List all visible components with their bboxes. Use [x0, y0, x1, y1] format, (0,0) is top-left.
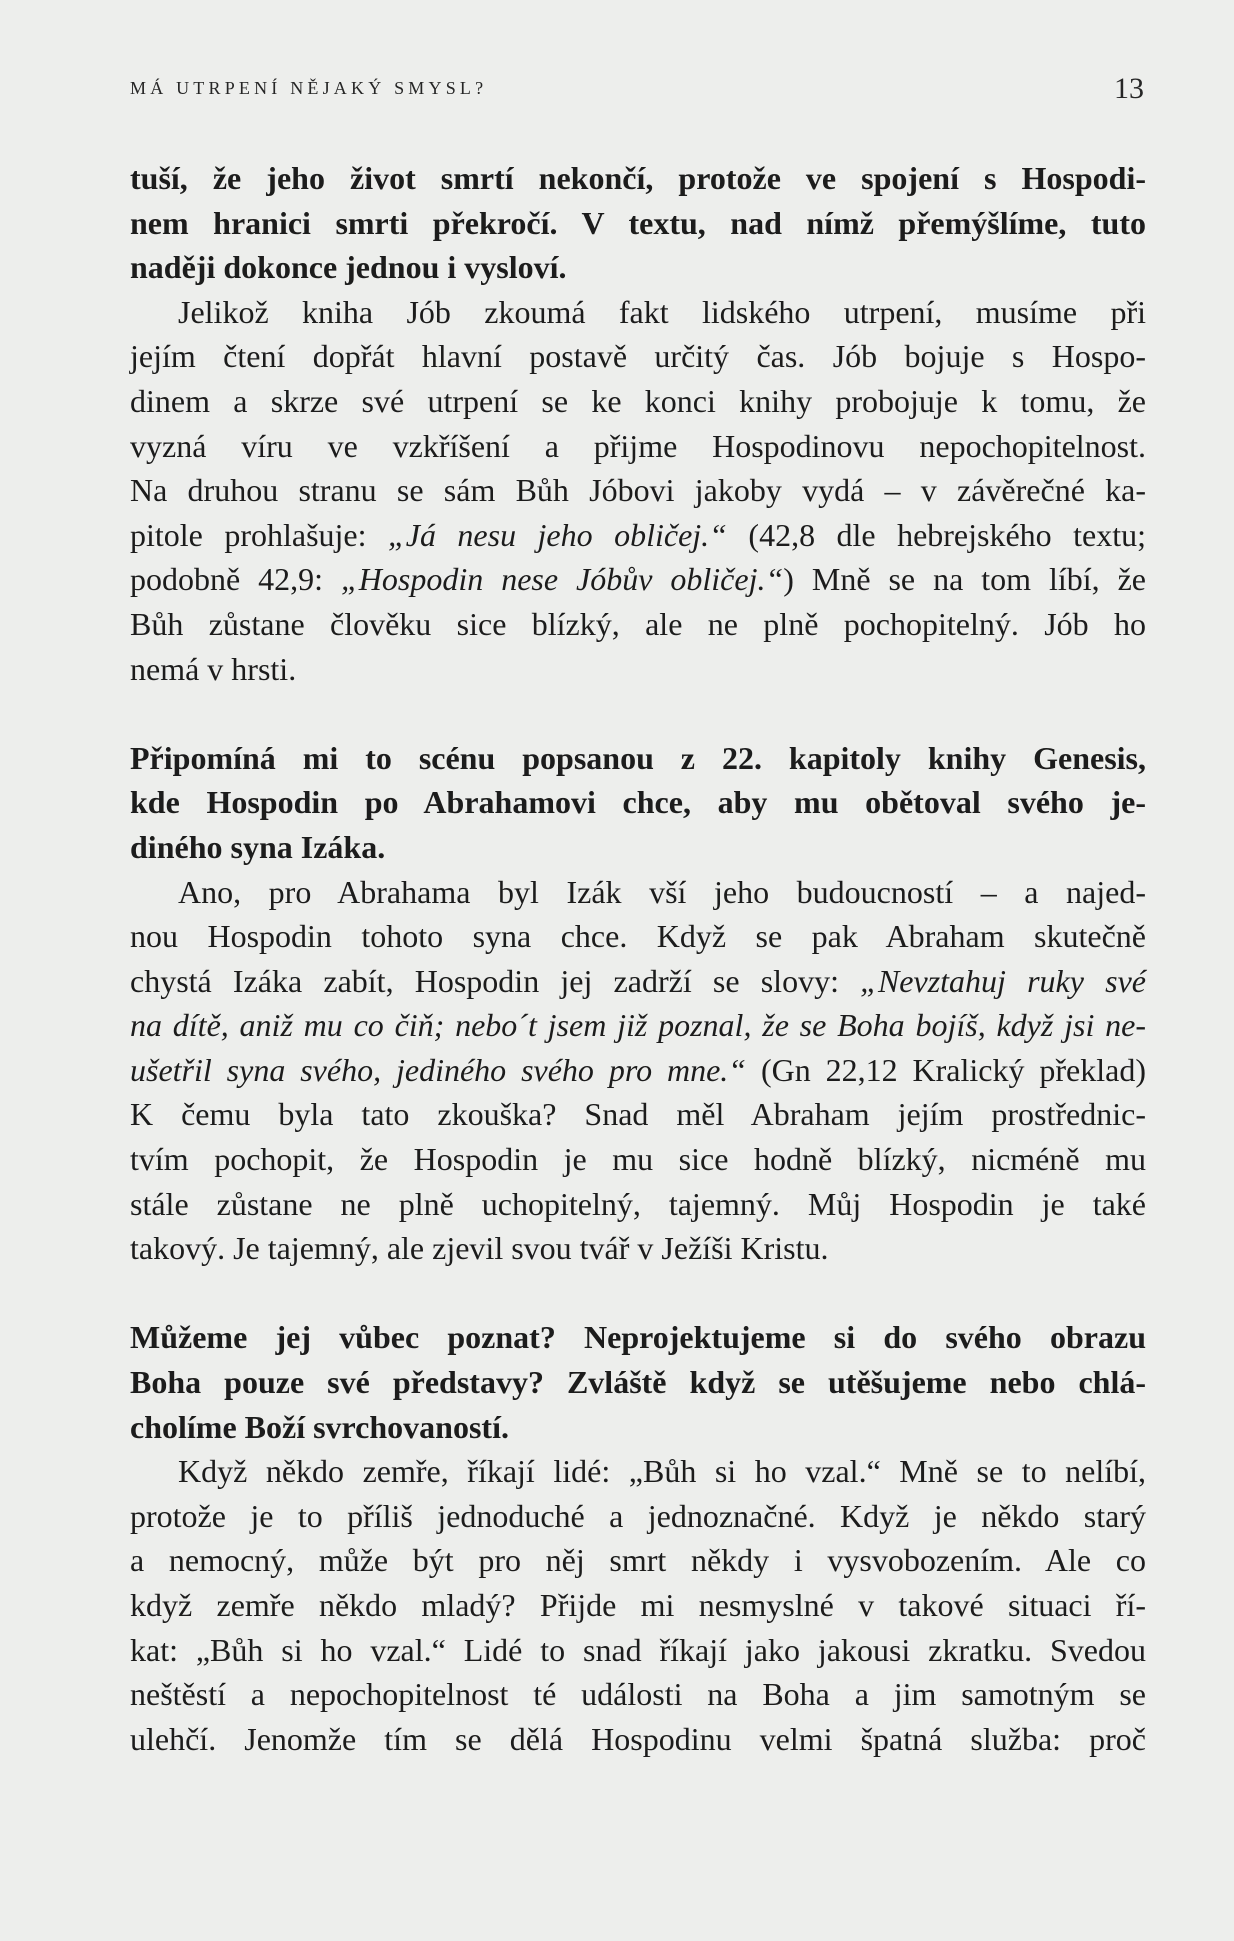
question-line: diného syna Izáka. [130, 828, 386, 865]
text-line: Jelikož kniha Jób zkoumá fakt lidského utrpení, musíme při [178, 293, 1146, 330]
page-number: 13 [1114, 72, 1144, 105]
question-line: Můžeme jej vůbec poznat? Neprojektujeme si do svého obrazu [130, 1319, 1146, 1356]
text-line: Bůh zůstane člověku sice blízký, ale ne plně pochopitelný. Jób ho [130, 605, 1146, 642]
text-line: protože je to příliš jednoduché a jednoznačné. Když je někdo starý [130, 1497, 1146, 1534]
paragraph-continued [130, 156, 1146, 290]
text-line: takový. Je tajemný, ale zjevil svou tvář v Ježíši Kristu. [130, 1230, 829, 1267]
text-line: tuší, že jeho život smrtí nekončí, protože ve spojení s Hospodi- [130, 160, 1146, 196]
text-line: K čemu byla tato zkouška? Snad měl Abraham jejím prostřednic- [130, 1096, 1146, 1133]
text-run: pitole prohlašuje: [130, 516, 388, 553]
quote-italic: na dítě, aniž mu co čiň; nebo´t jsem již poznal, že se Boha bojíš, když jsi ne- [130, 1007, 1146, 1044]
paragraph-gap [130, 1271, 1146, 1316]
text-line: Ano, pro Abrahama byl Izák vší jeho budoucností – a najed- [178, 873, 1146, 910]
text-run: podobně 42,9: [130, 561, 341, 598]
text-run: (Gn 22,12 Kralický překlad) [746, 1051, 1147, 1088]
text-line: nemá v hrsti. [130, 650, 297, 687]
quote-italic: „Hospodin nese Jóbův obličej.“ [341, 561, 784, 598]
text-line [130, 1048, 1146, 1093]
interview-question [130, 736, 1146, 870]
paragraph [130, 1449, 1146, 1761]
text-line: neštěstí a nepochopitelnost té události na Boha a jim samotným se [130, 1676, 1146, 1713]
quote-italic: „Já nesu jeho obličej.“ [387, 516, 727, 553]
text-line [130, 557, 1146, 602]
question-line: cholíme Boží svrchovaností. [130, 1408, 509, 1445]
paragraph [130, 290, 1146, 691]
text-line [130, 513, 1146, 558]
quote-italic: ušetřil syna svého, jediného svého pro mne.“ [130, 1051, 747, 1088]
paragraph [130, 870, 1146, 1271]
quote-italic: „Nevztahuj ruky své [860, 962, 1147, 999]
text-line: a nemocný, může být pro něj smrt někdy i vysvobozením. Ale co [130, 1542, 1146, 1579]
text-line: stále zůstane ne plně uchopitelný, tajemný. Můj Hospodin je také [130, 1185, 1146, 1222]
text-line: vyzná víru ve vzkříšení a přijme Hospodinovu nepochopitelnost. [130, 427, 1146, 464]
text-line: ulehčí. Jenomže tím se dělá Hospodinu velmi špatná služba: proč [130, 1720, 1146, 1757]
text-line: nem hranici smrti překročí. V textu, nad nímž přemýšlíme, tuto [130, 204, 1146, 241]
text-line: naději dokonce jednou i vysloví. [130, 249, 567, 286]
paragraph-gap [130, 691, 1146, 736]
text-run: ) Mně se na tom líbí, že [783, 561, 1146, 598]
question-line: Připomíná mi to scénu popsanou z 22. kapitoly knihy Genesis, [130, 739, 1146, 776]
text-line: tvím pochopit, že Hospodin je mu sice hodně blízký, nicméně mu [130, 1141, 1146, 1178]
interview-question [130, 1315, 1146, 1449]
question-line: Boha pouze své představy? Zvláště když se utěšujeme nebo chlá- [130, 1364, 1146, 1401]
text-line [130, 959, 1146, 1004]
text-run: chystá Izáka zabít, Hospodin jej zadrží se slovy: [130, 962, 861, 999]
question-line: kde Hospodin po Abrahamovi chce, aby mu obětoval svého je- [130, 784, 1146, 821]
text-line: kat: „Bůh si ho vzal.“ Lidé to snad říkají jako jakousi zkratku. Svedou [130, 1631, 1146, 1668]
text-run: (42,8 dle hebrejského textu; [726, 516, 1146, 553]
text-line: když zemře někdo mladý? Přijde mi nesmyslné v takové situaci ří- [130, 1587, 1146, 1623]
text-line: Na druhou stranu se sám Bůh Jóbovi jakoby vydá – v závěrečné ka- [130, 472, 1146, 509]
text-line: jejím čtení dopřát hlavní postavě určitý čas. Jób bojuje s Hospo- [130, 338, 1146, 375]
running-title: MÁ UTRPENÍ NĚJAKÝ SMYSL? [130, 78, 488, 98]
text-line: Když někdo zemře, říkají lidé: „Bůh si ho vzal.“ Mně se to nelíbí, [178, 1453, 1146, 1490]
page-body [130, 156, 1146, 1761]
text-line: nou Hospodin tohoto syna chce. Když se pak Abraham skutečně [130, 918, 1146, 955]
text-line: dinem a skrze své utrpení se ke konci knihy probojuje k tomu, že [130, 382, 1146, 419]
text-line [130, 1003, 1146, 1048]
